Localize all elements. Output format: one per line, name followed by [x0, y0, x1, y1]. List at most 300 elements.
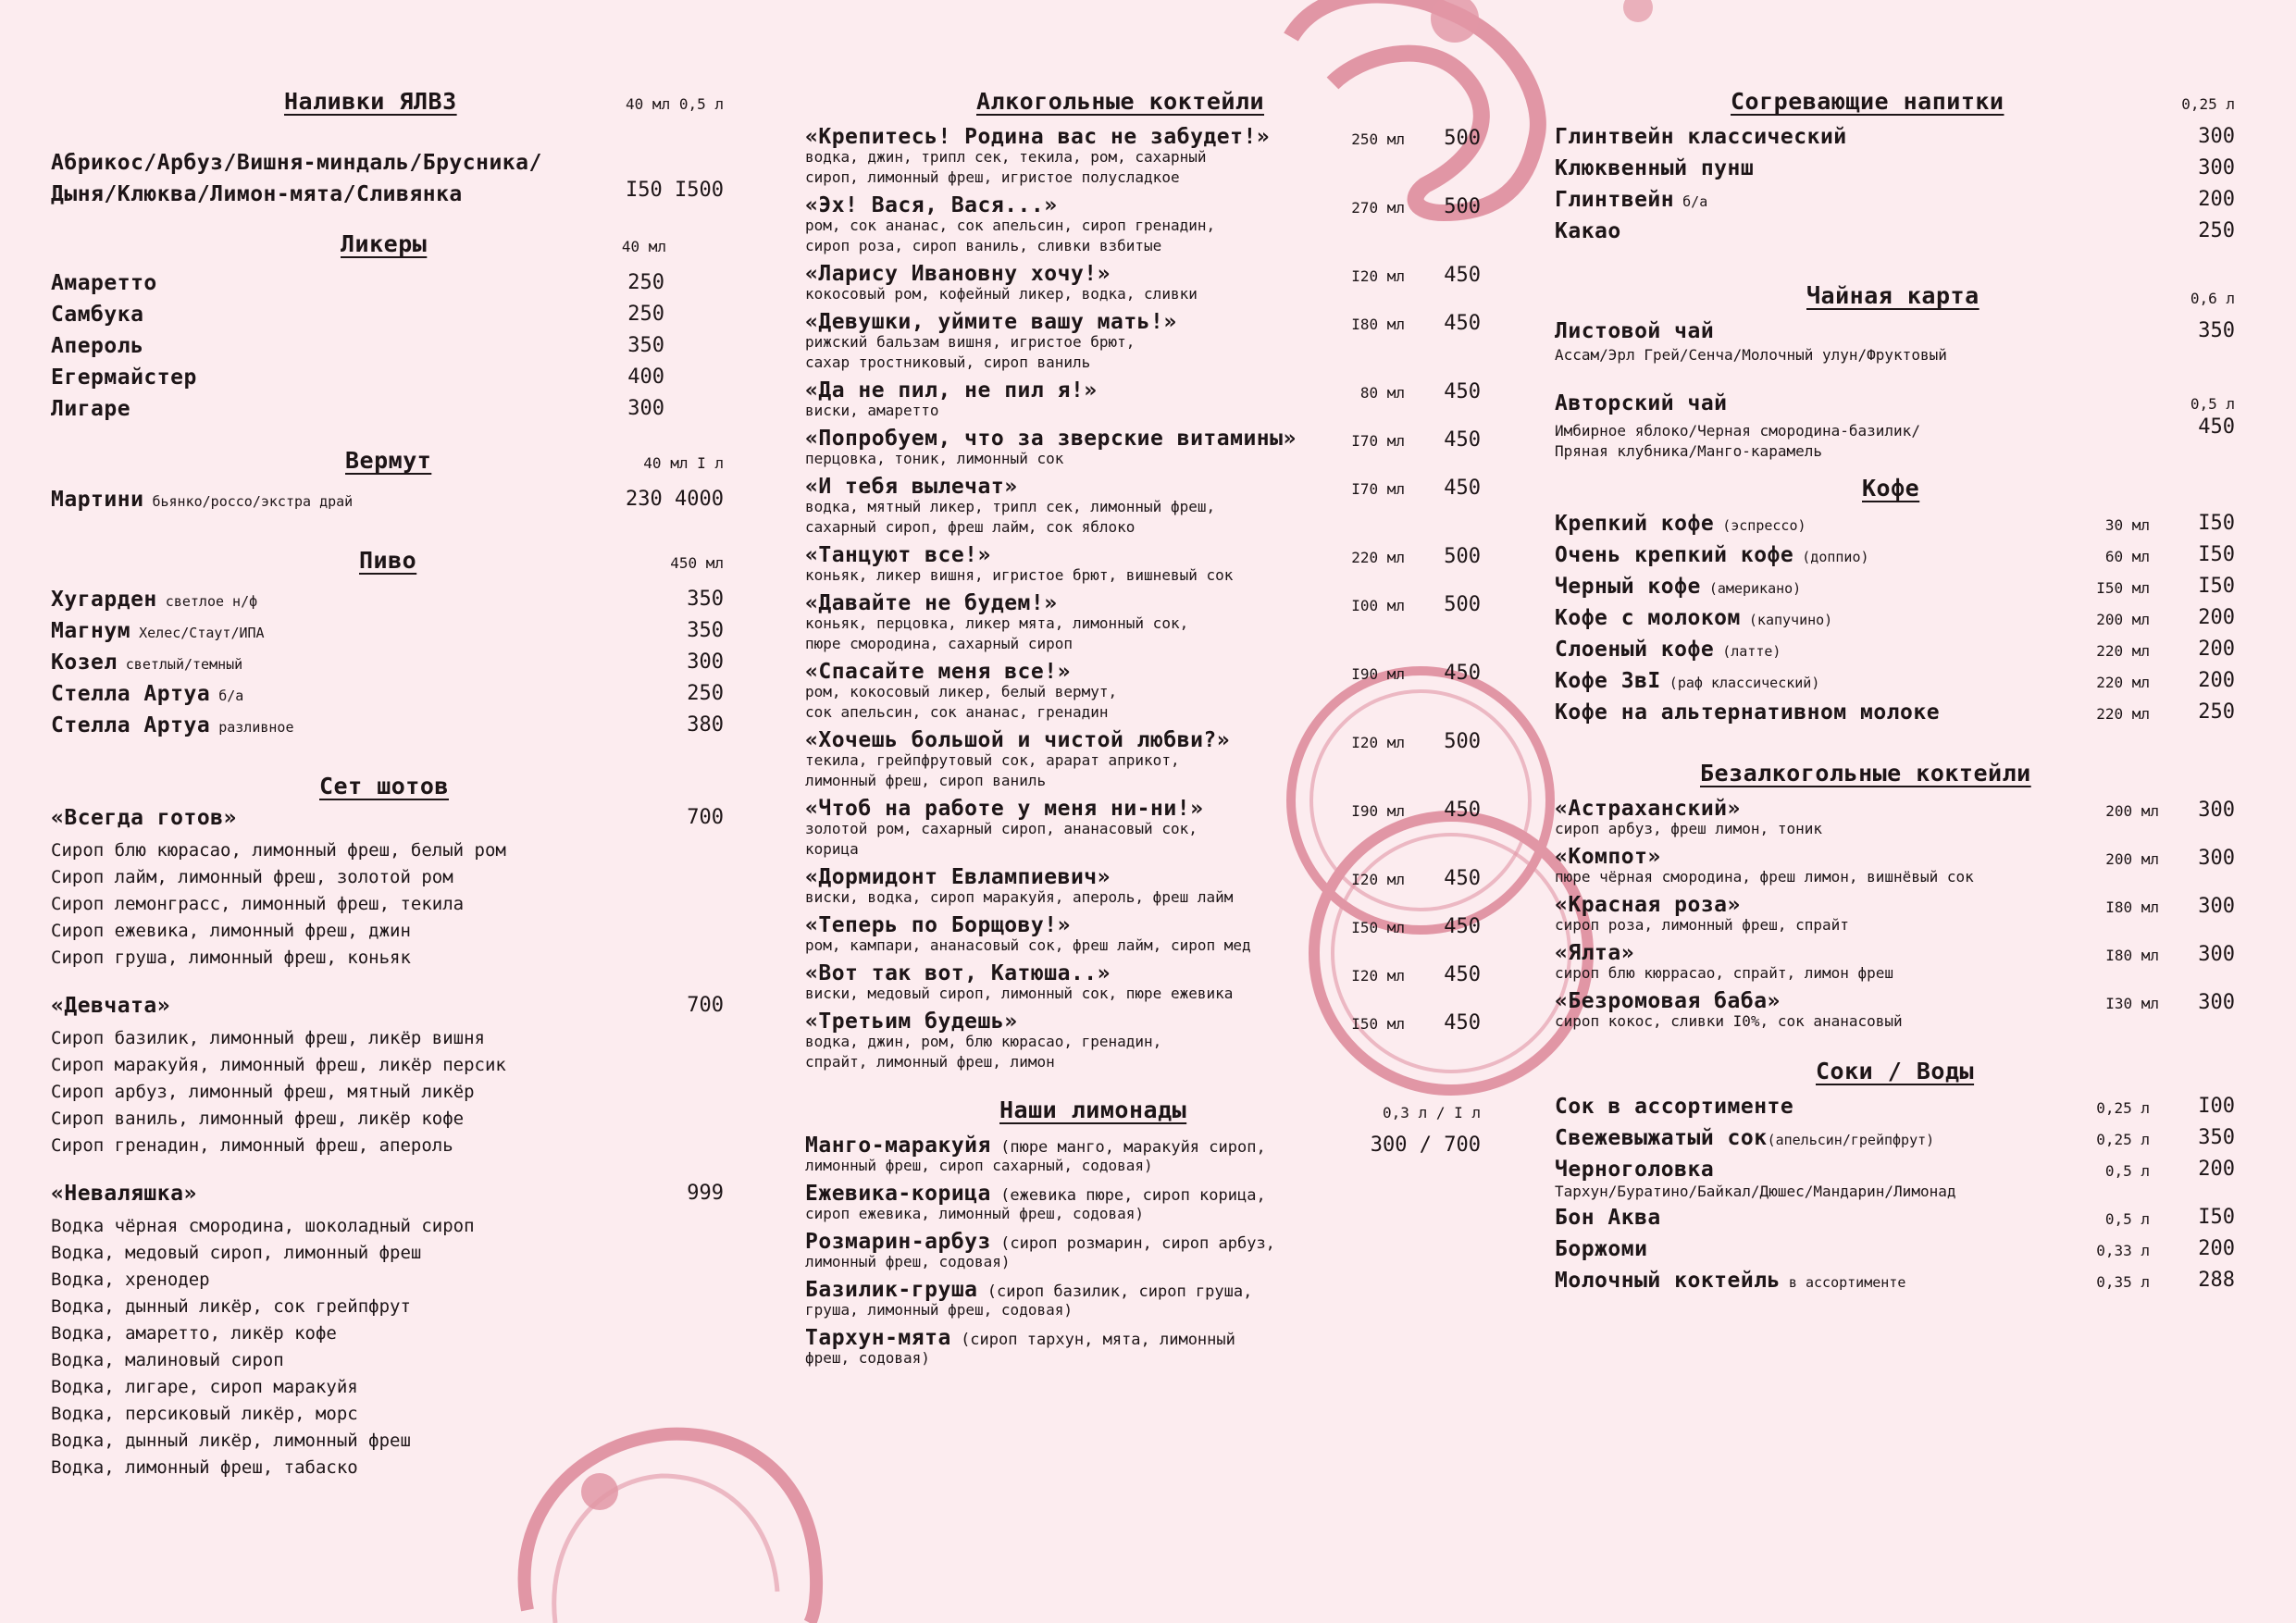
- item-name: Свежевыжатый сок: [1555, 1126, 1768, 1150]
- item-description: фреш, содовая): [805, 1349, 930, 1367]
- menu-item: [51, 303, 731, 334]
- item-price: 250: [2198, 700, 2235, 724]
- shot-line: Водка, дынный ликёр, сок грейпфрут: [51, 1296, 411, 1317]
- item-description: виски, медовый сироп, лимонный сок, пюре ежевика: [805, 985, 1234, 1002]
- item-price: 450: [1444, 1011, 1481, 1035]
- item-name: «Ялта»: [1555, 941, 1635, 965]
- item-description: перцовка, тоник, лимонный сок: [805, 450, 1064, 467]
- item-note: (доппио): [1793, 549, 1869, 565]
- item-volume: I30 мл: [2105, 995, 2159, 1012]
- item-price: 350: [687, 619, 724, 642]
- item-price: 450: [1444, 380, 1481, 403]
- cocktail-item: [805, 913, 1481, 961]
- item-name: Базилик-груша: [805, 1278, 978, 1302]
- item-name: «Дормидонт Евлампиевич»: [805, 865, 1111, 889]
- item-description: пюре чёрная смородина, фреш лимон, вишнёвый сок: [1555, 868, 1974, 886]
- tea-author-details: [1555, 415, 2235, 462]
- cocktail-item: [805, 310, 1481, 378]
- menu-item: [1555, 575, 2235, 606]
- shot-line: Сироп груша, лимонный фреш, коньяк: [51, 948, 411, 968]
- item-price: I50: [2198, 1206, 2235, 1229]
- section-unit: 40 мл I л: [643, 454, 724, 472]
- item-price: 230 4000: [626, 488, 724, 511]
- item-price: 350: [2198, 1126, 2235, 1149]
- shot-line: Водка чёрная смородина, шоколадный сироп: [51, 1216, 475, 1236]
- item-price: 300: [2198, 847, 2235, 870]
- item-description: сироп кокос, сливки I0%, сок ананасовый: [1555, 1012, 1903, 1030]
- shot-set-header: [51, 1182, 731, 1213]
- menu-item: [1555, 1126, 2235, 1158]
- menu-item: [51, 334, 731, 365]
- item-name: «Вот так вот, Катюша..»: [805, 961, 1111, 985]
- lemonade-item: [805, 1134, 1481, 1182]
- shot-line: Водка, персиковый ликёр, морс: [51, 1404, 358, 1424]
- item-description: лимонный фреш, сироп сахарный, содовая): [805, 1157, 1153, 1174]
- lemonade-item: [805, 1326, 1481, 1374]
- section-title: Наши лимонады: [999, 1096, 1187, 1123]
- item-name: «Безромовая баба»: [1555, 989, 1781, 1013]
- item-name: «Крепитесь! Родина вас не забудет!»: [805, 125, 1271, 149]
- lemonade-list: [805, 1134, 1481, 1374]
- item-price: I50 I500: [626, 179, 724, 202]
- shot-set: [51, 994, 731, 1159]
- item-description: сироп арбуз, фреш лимон, тоник: [1555, 820, 1822, 837]
- item-price: 450: [1444, 963, 1481, 986]
- item-name: «Хочешь большой и чистой любви?»: [805, 728, 1231, 752]
- menu-item: [1555, 669, 2235, 700]
- item-volume: 80 мл: [1359, 384, 1405, 402]
- item-name: Тархун-мята: [805, 1326, 951, 1350]
- shot-set-header: [51, 806, 731, 837]
- item-description: Тархун/Буратино/Байкал/Дюшес/Мандарин/Лимонад: [1555, 1183, 1956, 1200]
- item-volume: 0,33 л: [2096, 1242, 2150, 1259]
- menu-item: [1555, 156, 2235, 188]
- shot-line: Сироп гренадин, лимонный фреш, апероль: [51, 1135, 453, 1156]
- section-unit: 0,3 л / I л: [1383, 1104, 1481, 1121]
- cocktail-item: [805, 427, 1481, 475]
- column-middle: [805, 88, 1481, 1374]
- item-name: Розмарин-арбуз: [805, 1230, 991, 1254]
- item-volume: I80 мл: [2105, 947, 2159, 964]
- item-volume: I80 мл: [1351, 316, 1405, 333]
- menu-item: [1555, 1158, 2235, 1183]
- item-price: 450: [1444, 662, 1481, 685]
- shot-line: Водка, медовый сироп, лимонный фреш: [51, 1243, 422, 1263]
- item-description: рижский бальзам вишня, игристое брют, сахар тростниковый, сироп ваниль: [805, 333, 1136, 371]
- item-name: «Попробуем, что за зверские витамины»: [805, 427, 1297, 451]
- item-name: Ежевика-корица: [805, 1182, 991, 1206]
- item-name: «Красная роза»: [1555, 893, 1741, 917]
- shot-line: Водка, лимонный фреш, табаско: [51, 1457, 358, 1478]
- cocktail-item: [1555, 941, 2235, 989]
- cocktail-item: [805, 378, 1481, 427]
- cocktail-item: [805, 125, 1481, 193]
- nalivki-flavors: Абрикос/Арбуз/Вишня-миндаль/Брусника/ Дыня/Клюква/Лимон-мята/Сливянка: [51, 151, 542, 206]
- section-unit: 40 мл: [621, 238, 666, 255]
- item-name: «Да не пил, не пил я!»: [805, 378, 1098, 403]
- item-description: Ассам/Эрл Грей/Сенча/Молочный улун/Фруктовый: [1555, 346, 1947, 364]
- section-unit: 0,25 л: [2181, 95, 2235, 113]
- item-price: 450: [1444, 799, 1481, 822]
- menu-item: [1555, 219, 2235, 251]
- shot-line: Водка, дынный ликёр, лимонный фреш: [51, 1431, 411, 1451]
- menu-item: [1555, 188, 2235, 219]
- item-price: 500: [1444, 195, 1481, 218]
- item-note: бьянко/россо/экстра драй: [143, 493, 354, 510]
- item-price: 200: [2198, 638, 2235, 661]
- item-name: Боржоми: [1555, 1237, 1648, 1261]
- item-price: 450: [1444, 867, 1481, 890]
- shot-set: [51, 1182, 731, 1481]
- item-description: ром, кокосовый ликер, белый вермут, сок апельсин, сок ананас, гренадин: [805, 683, 1118, 721]
- item-price: 450: [2198, 415, 2235, 439]
- item-price: I50: [2198, 512, 2235, 535]
- item-price: 200: [2198, 1158, 2235, 1181]
- shot-set: [51, 806, 731, 972]
- item-volume: 0,25 л: [2096, 1099, 2150, 1117]
- item-price: 999: [687, 1182, 724, 1205]
- menu-item: [1555, 512, 2235, 543]
- menu-item: [1555, 1206, 2235, 1237]
- cocktail-item: [805, 193, 1481, 262]
- item-name: «Спасайте меня все!»: [805, 660, 1071, 684]
- item-price: 400: [627, 365, 664, 389]
- item-note: (ежевика пюре, сироп корица,: [990, 1186, 1266, 1205]
- cocktail-item: [805, 961, 1481, 1010]
- item-description: кокосовый ром, кофейный ликер, водка, сливки: [805, 285, 1198, 303]
- menu-item: [51, 397, 731, 428]
- item-price: 250: [627, 303, 664, 326]
- item-name: «Третьим будешь»: [805, 1010, 1018, 1034]
- item-name: Сок в ассортименте: [1555, 1095, 1794, 1119]
- shot-line: Сироп ежевика, лимонный фреш, джин: [51, 921, 411, 941]
- item-description: золотой ром, сахарный сироп, ананасовый сок, корица: [805, 820, 1198, 858]
- item-volume: I20 мл: [1351, 967, 1405, 985]
- item-volume: I50 мл: [1351, 919, 1405, 936]
- item-name: Кофе на альтернативном молоке: [1555, 700, 1941, 725]
- section-title: Наливки ЯЛВЗ: [284, 88, 457, 115]
- cocktail-item: [805, 591, 1481, 660]
- item-volume: 0,35 л: [2096, 1273, 2150, 1291]
- menu-item: [1555, 638, 2235, 669]
- item-note: (капучино): [1740, 612, 1833, 628]
- menu-item: [1555, 125, 2235, 156]
- item-note: (латте): [1714, 643, 1781, 660]
- item-volume: 0,25 л: [2096, 1131, 2150, 1148]
- item-description: виски, амаретто: [805, 402, 939, 419]
- item-price: I50: [2198, 543, 2235, 566]
- item-volume: 220 мл: [2096, 705, 2150, 723]
- section-lemonades-header: [805, 1096, 1481, 1134]
- item-note: светлый/темный: [117, 656, 243, 673]
- section-unit: 0,6 л: [2190, 290, 2235, 307]
- item-description: текила, грейпфрутовый сок, арарат априкот, лимонный фреш, сироп ваниль: [805, 751, 1180, 789]
- item-volume: I70 мл: [1351, 480, 1405, 498]
- menu-item: [1555, 319, 2235, 347]
- item-volume: 200 мл: [2096, 611, 2150, 628]
- item-price: 200: [2198, 1237, 2235, 1260]
- shot-line: Сироп лемонграсс, лимонный фреш, текила: [51, 894, 465, 914]
- shot-line: Водка, амаретто, ликёр кофе: [51, 1323, 337, 1344]
- item-price: 450: [1444, 915, 1481, 938]
- item-price: 200: [2198, 188, 2235, 211]
- item-price: 700: [687, 806, 724, 829]
- stain-bottom-inner: [554, 1476, 777, 1623]
- item-name: Хугарден: [51, 588, 157, 612]
- stain-top-drop: [1623, 0, 1653, 22]
- item-name: Стелла Артуа: [51, 713, 211, 737]
- item-name: Черноголовка: [1555, 1158, 1715, 1182]
- item-note: (сироп базилик, сироп груша,: [977, 1282, 1253, 1301]
- item-volume: 220 мл: [2096, 642, 2150, 660]
- item-name: Апероль: [51, 334, 144, 358]
- item-name: «Эх! Вася, Вася...»: [805, 193, 1058, 217]
- column-right: [1555, 88, 2235, 1300]
- item-volume: I00 мл: [1351, 597, 1405, 614]
- item-description: Имбирное яблоко/Черная смородина-базилик/ Пряная клубника/Манго-карамель: [1555, 422, 1920, 460]
- item-description: водка, мятный ликер, трипл сек, лимонный фреш, сахарный сироп, фреш лайм, сок яблоко: [805, 498, 1216, 536]
- menu-item: [1555, 700, 2235, 732]
- item-name: Амаретто: [51, 271, 157, 295]
- cocktail-item: [1555, 893, 2235, 941]
- item-name: Бон Аква: [1555, 1206, 1661, 1230]
- item-name: «Девушки, уймите вашу мать!»: [805, 310, 1177, 334]
- item-price: 300: [2198, 125, 2235, 148]
- item-volume: 60 мл: [2104, 548, 2150, 565]
- cocktail-list: [805, 125, 1481, 1078]
- item-note: б/а: [1674, 193, 1708, 210]
- item-volume: I50 мл: [2096, 579, 2150, 597]
- item-name: Кофе 3вI: [1555, 669, 1661, 693]
- item-description: водка, джин, трипл сек, текила, ром, сахарный сироп, лимонный фреш, игристое полусладкое: [805, 148, 1207, 186]
- item-price: 700: [687, 994, 724, 1017]
- section-title: Согревающие напитки: [1731, 88, 2004, 115]
- lemonade-item: [805, 1182, 1481, 1230]
- item-name: «Давайте не будем!»: [805, 591, 1058, 615]
- item-volume: I90 мл: [1351, 802, 1405, 820]
- item-description: виски, водка, сироп маракуйя, апероль, фреш лайм: [805, 888, 1234, 906]
- item-volume: 250 мл: [1351, 130, 1405, 148]
- item-name: Очень крепкий кофе: [1555, 543, 1794, 567]
- item-volume: 270 мл: [1351, 199, 1405, 217]
- item-price: 300: [2198, 799, 2235, 822]
- item-note: (американо): [1700, 580, 1802, 597]
- shot-line: Сироп ваниль, лимонный фреш, ликёр кофе: [51, 1109, 465, 1129]
- section-nalivki-header: [51, 88, 731, 129]
- menu-item: [51, 713, 731, 745]
- stain-top-blot: [1431, 0, 1479, 43]
- item-price: 250: [2198, 219, 2235, 242]
- menu-item: [51, 365, 731, 397]
- item-price: 380: [687, 713, 724, 737]
- item-name: Какао: [1555, 219, 1621, 243]
- section-cocktails-header: [805, 88, 1481, 125]
- item-volume: I80 мл: [2105, 898, 2159, 916]
- item-note: Хелес/Стаут/ИПА: [130, 625, 265, 641]
- item-volume: 220 мл: [1351, 549, 1405, 566]
- item-volume: I20 мл: [1351, 871, 1405, 888]
- item-name: «И тебя вылечат»: [805, 475, 1018, 499]
- item-volume: I90 мл: [1351, 665, 1405, 683]
- item-name: Авторский чай: [1555, 391, 1728, 415]
- item-name: Черный кофе: [1555, 575, 1701, 599]
- item-price: 300: [2198, 156, 2235, 180]
- item-volume: I20 мл: [1351, 267, 1405, 285]
- item-name: «Танцуют все!»: [805, 543, 991, 567]
- item-name: Слоеный кофе: [1555, 638, 1715, 662]
- item-note: разливное: [210, 719, 294, 736]
- menu-item: [51, 650, 731, 682]
- item-price: 450: [1444, 312, 1481, 335]
- menu-item: [51, 682, 731, 713]
- shot-line: Водка, лигаре, сироп маракуйя: [51, 1377, 358, 1397]
- item-name: «Девчата»: [51, 994, 171, 1018]
- shot-line: Сироп базилик, лимонный фреш, ликёр вишня: [51, 1028, 485, 1048]
- section-unit: 450 мл: [670, 554, 724, 572]
- cocktail-item: [805, 728, 1481, 797]
- item-name: «Неваляшка»: [51, 1182, 197, 1206]
- cocktail-item: [805, 262, 1481, 310]
- item-volume: I20 мл: [1351, 734, 1405, 751]
- section-title: Алкогольные коктейли: [976, 88, 1265, 115]
- item-description: ром, кампари, ананасовый сок, фреш лайм, сироп мед: [805, 936, 1251, 954]
- item-name: Молочный коктейль: [1555, 1269, 1781, 1293]
- item-price: 350: [687, 588, 724, 611]
- item-volume: 200 мл: [2105, 802, 2159, 820]
- item-description: сироп блю кюррасао, спрайт, лимон фреш: [1555, 964, 1894, 982]
- item-price: 200: [2198, 606, 2235, 629]
- section-pivo-header: [51, 547, 731, 588]
- section-title: Сет шотов: [319, 773, 449, 799]
- item-price: I50: [2198, 575, 2235, 598]
- item-volume: I70 мл: [1351, 432, 1405, 450]
- item-price: 250: [627, 271, 664, 294]
- shot-line: Водка, хренодер: [51, 1270, 210, 1290]
- section-tea-header: [1555, 282, 2235, 319]
- item-name: «Компот»: [1555, 845, 1661, 869]
- section-title: Вермут: [345, 447, 432, 474]
- item-name: Стелла Артуа: [51, 682, 211, 706]
- item-name: Лигаре: [51, 397, 131, 421]
- cocktail-item: [1555, 845, 2235, 893]
- item-description: ром, сок ананас, сок апельсин, сироп гренадин, сироп роза, сироп ваниль, сливки взбитые: [805, 217, 1216, 254]
- item-name: Козел: [51, 650, 118, 675]
- item-note: (пюре манго, маракуйя сироп,: [990, 1138, 1266, 1157]
- shot-line: Сироп блю кюрасао, лимонный фреш, белый ром: [51, 840, 506, 861]
- section-coffee-header: [1555, 475, 2235, 512]
- item-note: светлое н/ф: [156, 593, 258, 610]
- item-note: (апельсин/грейпфрут): [1767, 1132, 1935, 1148]
- menu-item: [1555, 1095, 2235, 1126]
- nalivki-row: [51, 147, 731, 210]
- menu-item: [1555, 1269, 2235, 1300]
- section-title: Соки / Воды: [1816, 1058, 1975, 1084]
- item-name: «Всегда готов»: [51, 806, 237, 830]
- cocktail-item: [1555, 989, 2235, 1037]
- cocktail-item: [805, 865, 1481, 913]
- mocktail-list: [1555, 797, 2235, 1037]
- item-price: 450: [1444, 264, 1481, 287]
- item-volume: 0,5 л: [2190, 395, 2235, 413]
- section-juices-header: [1555, 1058, 2235, 1095]
- section-mocktails-header: [1555, 760, 2235, 797]
- menu-item: [1555, 1237, 2235, 1269]
- item-price: 450: [1444, 477, 1481, 500]
- lemonade-item: [805, 1278, 1481, 1326]
- item-name: Листовой чай: [1555, 319, 1715, 343]
- cocktail-item: [805, 797, 1481, 865]
- section-likery-header: [51, 230, 731, 271]
- item-name: Крепкий кофе: [1555, 512, 1715, 536]
- menu-item: [1555, 606, 2235, 638]
- item-volume: I50 мл: [1351, 1015, 1405, 1033]
- item-description: сироп ежевика, лимонный фреш, содовая): [805, 1205, 1145, 1222]
- cocktail-item: [1555, 797, 2235, 845]
- section-vermut-header: [51, 447, 731, 488]
- shot-line: Сироп арбуз, лимонный фреш, мятный ликёр: [51, 1082, 475, 1102]
- item-note: (эспрессо): [1714, 517, 1806, 534]
- item-name: «Ларису Ивановну хочу!»: [805, 262, 1111, 286]
- item-price: 450: [1444, 428, 1481, 452]
- item-note: (раф классический): [1660, 675, 1820, 691]
- cocktail-item: [805, 475, 1481, 543]
- item-note: (сироп тархун, мята, лимонный: [950, 1331, 1235, 1349]
- item-name: Манго-маракуйя: [805, 1134, 991, 1158]
- menu-item: [1555, 391, 2235, 423]
- section-title: Ликеры: [341, 230, 428, 257]
- item-description: коньяк, ликер вишня, игристое брют, вишневый сок: [805, 566, 1234, 584]
- menu-item: [1555, 543, 2235, 575]
- shot-set-header: [51, 994, 731, 1025]
- item-description: груша, лимонный фреш, содовая): [805, 1301, 1073, 1319]
- item-name: Мартини: [51, 488, 144, 512]
- section-title: Чайная карта: [1806, 282, 1980, 309]
- item-volume: 220 мл: [2096, 674, 2150, 691]
- item-price: 300: [2198, 943, 2235, 966]
- item-price: 288: [2198, 1269, 2235, 1292]
- item-name: Глинтвейн: [1555, 188, 1675, 212]
- item-description: коньяк, перцовка, ликер мята, лимонный сок, пюре смородина, сахарный сироп: [805, 614, 1189, 652]
- item-volume: 0,5 л: [2104, 1210, 2150, 1228]
- item-price: I00: [2198, 1095, 2235, 1118]
- item-price: 200: [2198, 669, 2235, 692]
- menu-item: [51, 619, 731, 650]
- item-name: «Чтоб на работе у меня ни-ни!»: [805, 797, 1204, 821]
- item-price: 300: [2198, 991, 2235, 1014]
- column-left: [51, 88, 731, 1481]
- shot-line: Сироп маракуйя, лимонный фреш, ликёр персик: [51, 1055, 506, 1075]
- item-volume: 30 мл: [2104, 516, 2150, 534]
- item-price: 350: [627, 334, 664, 357]
- item-price: 250: [687, 682, 724, 705]
- cocktail-item: [805, 660, 1481, 728]
- item-name: «Астраханский»: [1555, 797, 1741, 821]
- item-price: 500: [1444, 545, 1481, 568]
- item-note: б/а: [210, 688, 244, 704]
- section-title: Пиво: [359, 547, 417, 574]
- item-name: Самбука: [51, 303, 144, 327]
- item-description: лимонный фреш, содовая): [805, 1253, 1011, 1270]
- item-price: 300: [2198, 895, 2235, 918]
- item-description: сироп роза, лимонный фреш, спрайт: [1555, 916, 1849, 934]
- lemonade-item: [805, 1230, 1481, 1278]
- shot-line: Сироп лайм, лимонный фреш, золотой ром: [51, 867, 453, 887]
- item-volume: 200 мл: [2105, 850, 2159, 868]
- item-price: 300: [627, 397, 664, 420]
- item-price: 350: [2198, 319, 2235, 342]
- menu-item: [51, 271, 731, 303]
- section-title: Кофе: [1862, 475, 1920, 502]
